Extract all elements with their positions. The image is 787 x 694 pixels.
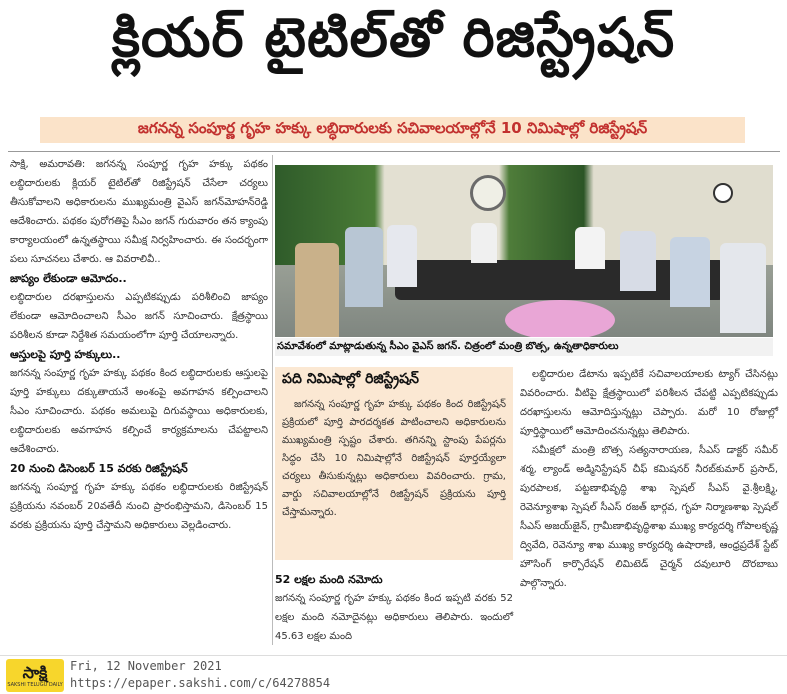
- subheading-property-rights: ఆస్తులపై పూర్తి హక్కులు..: [10, 348, 121, 361]
- article-column-3: [520, 365, 778, 593]
- edition-url[interactable]: https://epaper.sakshi.com/c/64278854: [70, 676, 331, 690]
- state-emblem: [470, 175, 506, 211]
- paragraph-approval: లబ్ధిదారుల దరఖాస్తులను ఎప్పటికప్పుడు పరిశీలించి జాప్యం లేకుండా ఆమోదించాలని సీఎం జగన్ సూచించారు. క్షేత్రస్థాయి పరిశీలన కూడా నిర్దేశిత సమయంలోగా పూర్తి చేయాలన్నారు.: [10, 292, 268, 341]
- box-text: జగనన్న సంపూర్ణ గృహ హక్కు పథకం కింద రిజిస్ట్రేషన్ ప్రక్రియలో పూర్తి పారదర్శకత పాటించాలని అధికారులను ముఖ్యమంత్రి స్పష్టం చేశారు. తగినన్ని స్టాంపు పేపర్లను సిద్ధం చేసి 10 నిమిషాల్లోనే రిజిస్ట్రేషన్ పూర్తయ్యేలా చర్యలు తీసుకున్నట్లు అధికారులు వివరించారు. గ్రామ, వార్డు సచివాలయాల్లోనే రిజిస్ట్రేషన్ ప్రక్రియను పూర్తి చేస్తామన్నారు.: [282, 399, 506, 518]
- subheading-registration-dates: 20 నుంచి డిసెంబర్ 15 వరకు రిజిస్ట్రేషన్: [10, 462, 188, 475]
- paragraph-attendees: సమీక్షలో మంత్రి బొత్స సత్యనారాయణ, సీఎస్ డాక్టర్ సమీర్ శర్మ, ల్యాండ్ అడ్మినిస్ట్రేషన్ చీఫ్ కమిషనర్ నీరబ్‌కుమార్ ప్రసాద్, పురపాలక, పట్టణాభివృద్ధి శాఖ స్పెషల్ సీఎస్ వై.శ్రీలక్ష్మి, రెవెన్యూశాఖ స్పెషల్ సీఎస్ రజత్ భార్గవ, గృహ నిర్మాణశాఖ స్పెషల్ సీఎస్ అజయ్‌జైన్, గ్రామీణాభివృద్ధిశాఖ ముఖ్య కార్యదర్శి గోపాలకృష్ణ ద్వివేది, రెవెన్యూ శాఖ ముఖ్య కార్యదర్శి ఉషారాణి, ఆంధ్రప్రదేశ్ స్టేట్ హౌసింగ్ కార్పొరేషన్ లిమిటెడ్ చైర్మన్ దవులూరి దొరబాబు పాల్గొన్నారు.: [520, 445, 778, 589]
- logo-subtext: SAKSHI TELUGU DAILY: [7, 681, 63, 688]
- article-column-2: [275, 570, 513, 646]
- edition-meta: [70, 658, 330, 692]
- meeting-photo: [275, 165, 773, 337]
- paragraph-data-tagging: లబ్ధిదారుల డేటాను ఇప్పటికే సచివాలయాలకు ట్యాగ్ చేసినట్లు వివరించారు. వీటిపై క్షేత్రస్థాయిలో పరిశీలన చేపట్టి ఎప్పటికప్పుడు దరఖాస్తులను ఆమోదిస్తున్నట్లు చెప్పారు. మరో 10 రోజుల్లో పూర్తిస్థాయిలో ఆమోదించనున్నట్లు తెలిపారు.: [520, 369, 778, 437]
- person: [345, 227, 383, 307]
- logo-text: సాక్షి: [22, 662, 48, 682]
- subheading-approval: జాప్యం లేకుండా ఆమోదం..: [10, 272, 127, 285]
- subheadline: జగనన్న సంపూర్ణ గృహ హక్కు లబ్ధిదారులకు సచివాలయాల్లోనే 10 నిమిషాల్లో రిజిస్ట్రేషన్: [137, 119, 648, 137]
- column-divider: [272, 155, 273, 645]
- article-column-1: [10, 155, 268, 535]
- top-divider: [8, 151, 780, 152]
- box-heading: పది నిమిషాల్లో రిజిస్ట్రేషన్: [282, 371, 419, 387]
- sakshi-logo[interactable]: [6, 659, 64, 692]
- paragraph-enrolment: జగనన్న సంపూర్ణ గృహ హక్కు పథకం కింద ఇప్పటి వరకు 52 లక్షల మంది నమోదైనట్లు అధికారులు తెలిపారు. ఇందులో 45.63 లక్షల మంది: [275, 593, 513, 642]
- person: [720, 243, 766, 333]
- footer: [0, 655, 787, 694]
- flower-arrangement: [505, 300, 615, 337]
- person: [575, 227, 605, 269]
- photo-caption: సమావేశంలో మాట్లాడుతున్న సీఎం వైఎస్ జగన్. చిత్రంలో మంత్రి బొత్స, ఉన్నతాధికారులు: [275, 338, 773, 356]
- person-chief-minister: [471, 223, 497, 263]
- headline: క్లియర్ టైటిల్‌తో రిజిస్ట్రేషన్: [111, 5, 676, 69]
- person: [387, 225, 417, 287]
- person: [295, 243, 339, 337]
- wall-clock: [713, 183, 733, 203]
- highlight-box: [275, 367, 513, 560]
- paragraph-registration-dates: జగనన్న సంపూర్ణ గృహ హక్కు పథకం లబ్ధిదారులకు రిజిస్ట్రేషన్ ప్రక్రియను నవంబర్ 20వతేదీ నుంచి ప్రారంభిస్తామని, డిసెంబర్ 15 వరకు ప్రక్రియను పూర్తి చేస్తామని అధికారులు వెల్లడించారు.: [10, 482, 268, 531]
- person: [670, 237, 710, 307]
- edition-date: Fri, 12 November 2021: [70, 659, 222, 673]
- subheadline-banner: [40, 117, 745, 143]
- paragraph-property-rights: జగనన్న సంపూర్ణ గృహ హక్కు పథకం కింద లబ్ధిదారులకు ఆస్తులపై పూర్తి హక్కులు దక్కుతాయనే అంశంపై అవగాహన కల్పించాలని సీఎం సూచించారు. పథకం అమలుపై దిగువస్థాయి అధికారులకు, లబ్ధిదారులకు అవగాహన కల్పించే కార్యక్రమాలను చేపట్టాలని ఆదేశించారు.: [10, 368, 268, 455]
- subheading-enrolment: 52 లక్షల మంది నమోదు: [275, 573, 383, 586]
- lead-paragraph: సాక్షి, అమరావతి: జగనన్న సంపూర్ణ గృహ హక్కు పథకం లబ్ధిదారులకు క్లియర్ టైటిల్‌తో రిజిస్ట్రేషన్ చేసేలా చర్యలు తీసుకోవాలని అధికారులను ముఖ్యమంత్రి వైఎస్ జగన్‌మోహన్‌రెడ్డి ఆదేశించారు. పథకం పురోగతిపై సీఎం జగన్ గురువారం తన క్యాంపు కార్యాలయంలో ఉన్నతస్థాయి సమీక్ష నిర్వహించారు. ఈ సందర్భంగా పలు సూచనలు చేశారు. ఆ వివరాలివీ..: [10, 159, 268, 265]
- person: [620, 231, 656, 291]
